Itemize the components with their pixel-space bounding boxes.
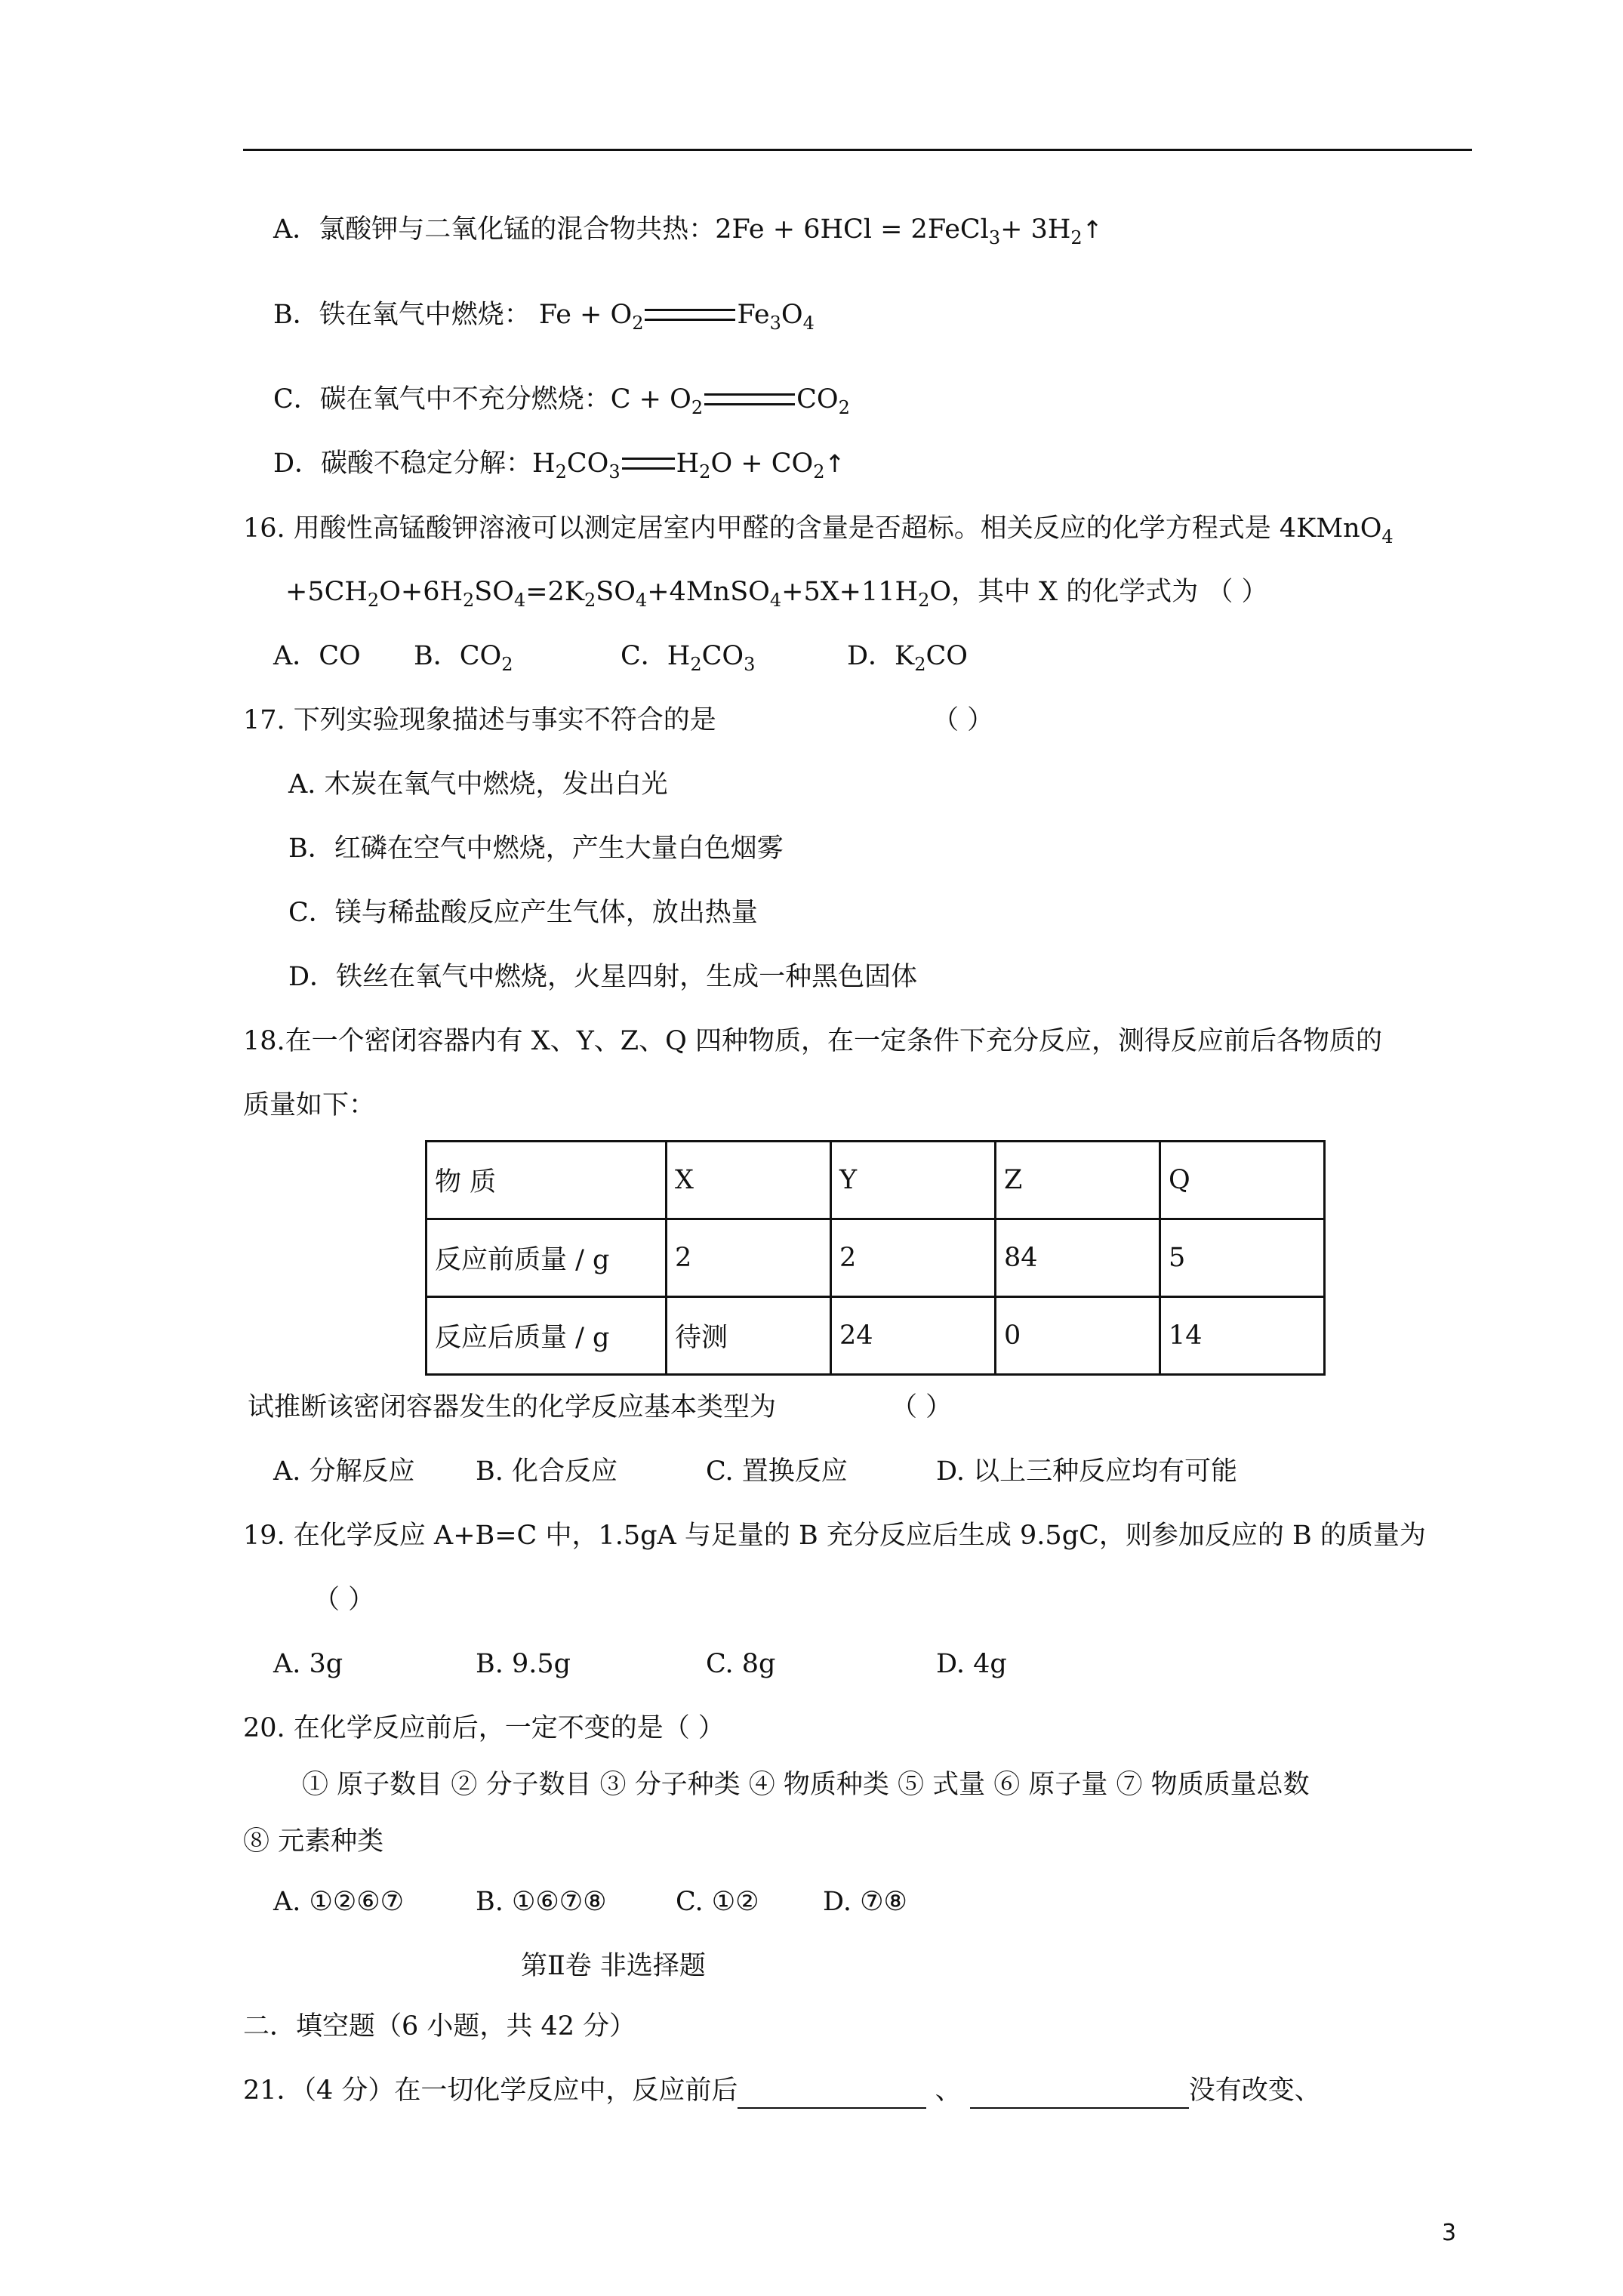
q17-answer-paren: （ ） [932, 705, 994, 735]
answer-blank-1[interactable] [738, 2079, 926, 2109]
q15-option-a: A．氯酸钾与二氧化锰的混合物共热：2Fe + 6HCl = 2FeCl$_3$+ $3H_2↑$ [273, 214, 1103, 248]
table-cell: X [667, 1142, 831, 1219]
section2-heading: 二．填空题（6 小题，共 42 分） [243, 2011, 636, 2042]
q17-option-a: A. 木炭在氧气中燃烧，发出白光 [288, 769, 668, 800]
q16-option-d: D．$K_2CO$ [847, 641, 968, 675]
equals-sign-icon [645, 309, 735, 321]
q18-question: 试推断该密闭容器发生的化学反应基本类型为 [248, 1392, 777, 1422]
header-rule [243, 149, 1472, 151]
q18-option-d: D. 以上三种反应均有可能 [936, 1456, 1238, 1487]
q18-answer-paren: （ ） [891, 1392, 953, 1422]
table-cell: 84 [996, 1219, 1160, 1297]
q20-items: ① 原子数目 ② 分子数目 ③ 分子种类 ④ 物质种类 ⑤ 式量 ⑥ 原子量 ⑦ 物质质量总数 [302, 1770, 1310, 1800]
part2-heading: 第Ⅱ卷 非选择题 [521, 1951, 706, 1981]
q16-option-b: B．$CO_2$ [414, 641, 513, 675]
q18-option-c: C. 置换反应 [706, 1456, 848, 1487]
q19-stem: 19. 在化学反应 A+B=C 中，1.5gA 与足量的 B 充分反应后生成 9.5gC，则参加反应的 B 的质量为 [243, 1521, 1426, 1551]
table-cell: Y [831, 1142, 996, 1219]
table-cell: Z [996, 1142, 1160, 1219]
q20-stem: 20. 在化学反应前后，一定不变的是（ ） [243, 1713, 725, 1743]
q16-stem-line1: 16. 用酸性高锰酸钾溶液可以测定居室内甲醛的含量是否超标。相关反应的化学方程式是 4KMnO$_4$ [243, 513, 1394, 547]
q20-items-cont: ⑧ 元素种类 [243, 1826, 384, 1857]
table-row [427, 1142, 1325, 1219]
page-number: 3 [1442, 2220, 1457, 2246]
table-cell: 反应前质量 / g [427, 1219, 667, 1297]
up-arrow-icon: ↑ [1082, 215, 1103, 244]
q15-option-c: C．碳在氧气中不充分燃烧：$C + O_2$ $CO_2$ [273, 384, 850, 418]
table-cell: 物 质 [427, 1142, 667, 1219]
table-cell: 24 [831, 1297, 996, 1375]
q15-option-d: D．碳酸不稳定分解：$H_2CO_3$ $H_2O$ + $CO_2↑$ [273, 448, 845, 482]
table-cell: 反应后质量 / g [427, 1297, 667, 1375]
q20-option-c: C. ①② [676, 1887, 759, 1917]
q17-option-b: B．红磷在空气中燃烧，产生大量白色烟雾 [288, 834, 784, 864]
table-cell: 2 [667, 1219, 831, 1297]
equals-sign-icon [704, 393, 795, 405]
up-arrow-icon: ↑ [824, 449, 845, 478]
q19-option-c: C. 8g [706, 1649, 776, 1679]
q17-stem: 17. 下列实验现象描述与事实不符合的是 [243, 705, 716, 735]
q18-stem-line1: 18.在一个密闭容器内有 X、Y、Z、Q 四种物质，在一定条件下充分反应，测得反应前后各物质的 [243, 1026, 1382, 1056]
q16-option-c: C．$H_2CO_3$ [621, 641, 756, 675]
q19-option-a: A. 3g [273, 1649, 343, 1679]
q21-line: 21．（4 分）在一切化学反应中，反应前后 、 没有改变、 [243, 2073, 1321, 2109]
q16-option-a: A．CO [273, 641, 361, 671]
q20-option-a: A. ①②⑥⑦ [273, 1887, 405, 1917]
q17-option-c: C．镁与稀盐酸反应产生气体，放出热量 [288, 898, 758, 928]
table-row [427, 1219, 1325, 1297]
equals-sign-icon [622, 458, 675, 470]
table-cell: 2 [831, 1219, 996, 1297]
q19-option-d: D. 4g [936, 1649, 1007, 1679]
q18-stem-line2: 质量如下： [243, 1090, 376, 1120]
table-cell: 0 [996, 1297, 1160, 1375]
q19-option-b: B. 9.5g [476, 1649, 571, 1679]
q17-option-d: D．铁丝在氧气中燃烧，火星四射，生成一种黑色固体 [288, 962, 918, 992]
table-cell: 5 [1160, 1219, 1325, 1297]
table-row [427, 1297, 1325, 1375]
table-cell: 14 [1160, 1297, 1325, 1375]
answer-blank-2[interactable] [970, 2079, 1189, 2109]
q20-option-b: B. ①⑥⑦⑧ [476, 1887, 607, 1917]
q18-option-a: A. 分解反应 [273, 1456, 415, 1487]
q20-option-d: D. ⑦⑧ [823, 1887, 907, 1917]
mass-table [425, 1140, 1326, 1376]
table-cell: 待测 [667, 1297, 831, 1375]
q18-option-b: B. 化合反应 [476, 1456, 617, 1487]
q19-answer-paren: （ ） [313, 1585, 375, 1615]
q15-option-b: B．铁在氧气中燃烧： $Fe + O_2$ $Fe_3O_4$ [273, 300, 815, 334]
table-cell: Q [1160, 1142, 1325, 1219]
q16-stem-line2: $+5CH_2O+6H_2SO_4=2K_2SO_4+4MnSO_4+5X+11H_2O$，其中 X 的化学式为 （ ） [285, 577, 1268, 611]
